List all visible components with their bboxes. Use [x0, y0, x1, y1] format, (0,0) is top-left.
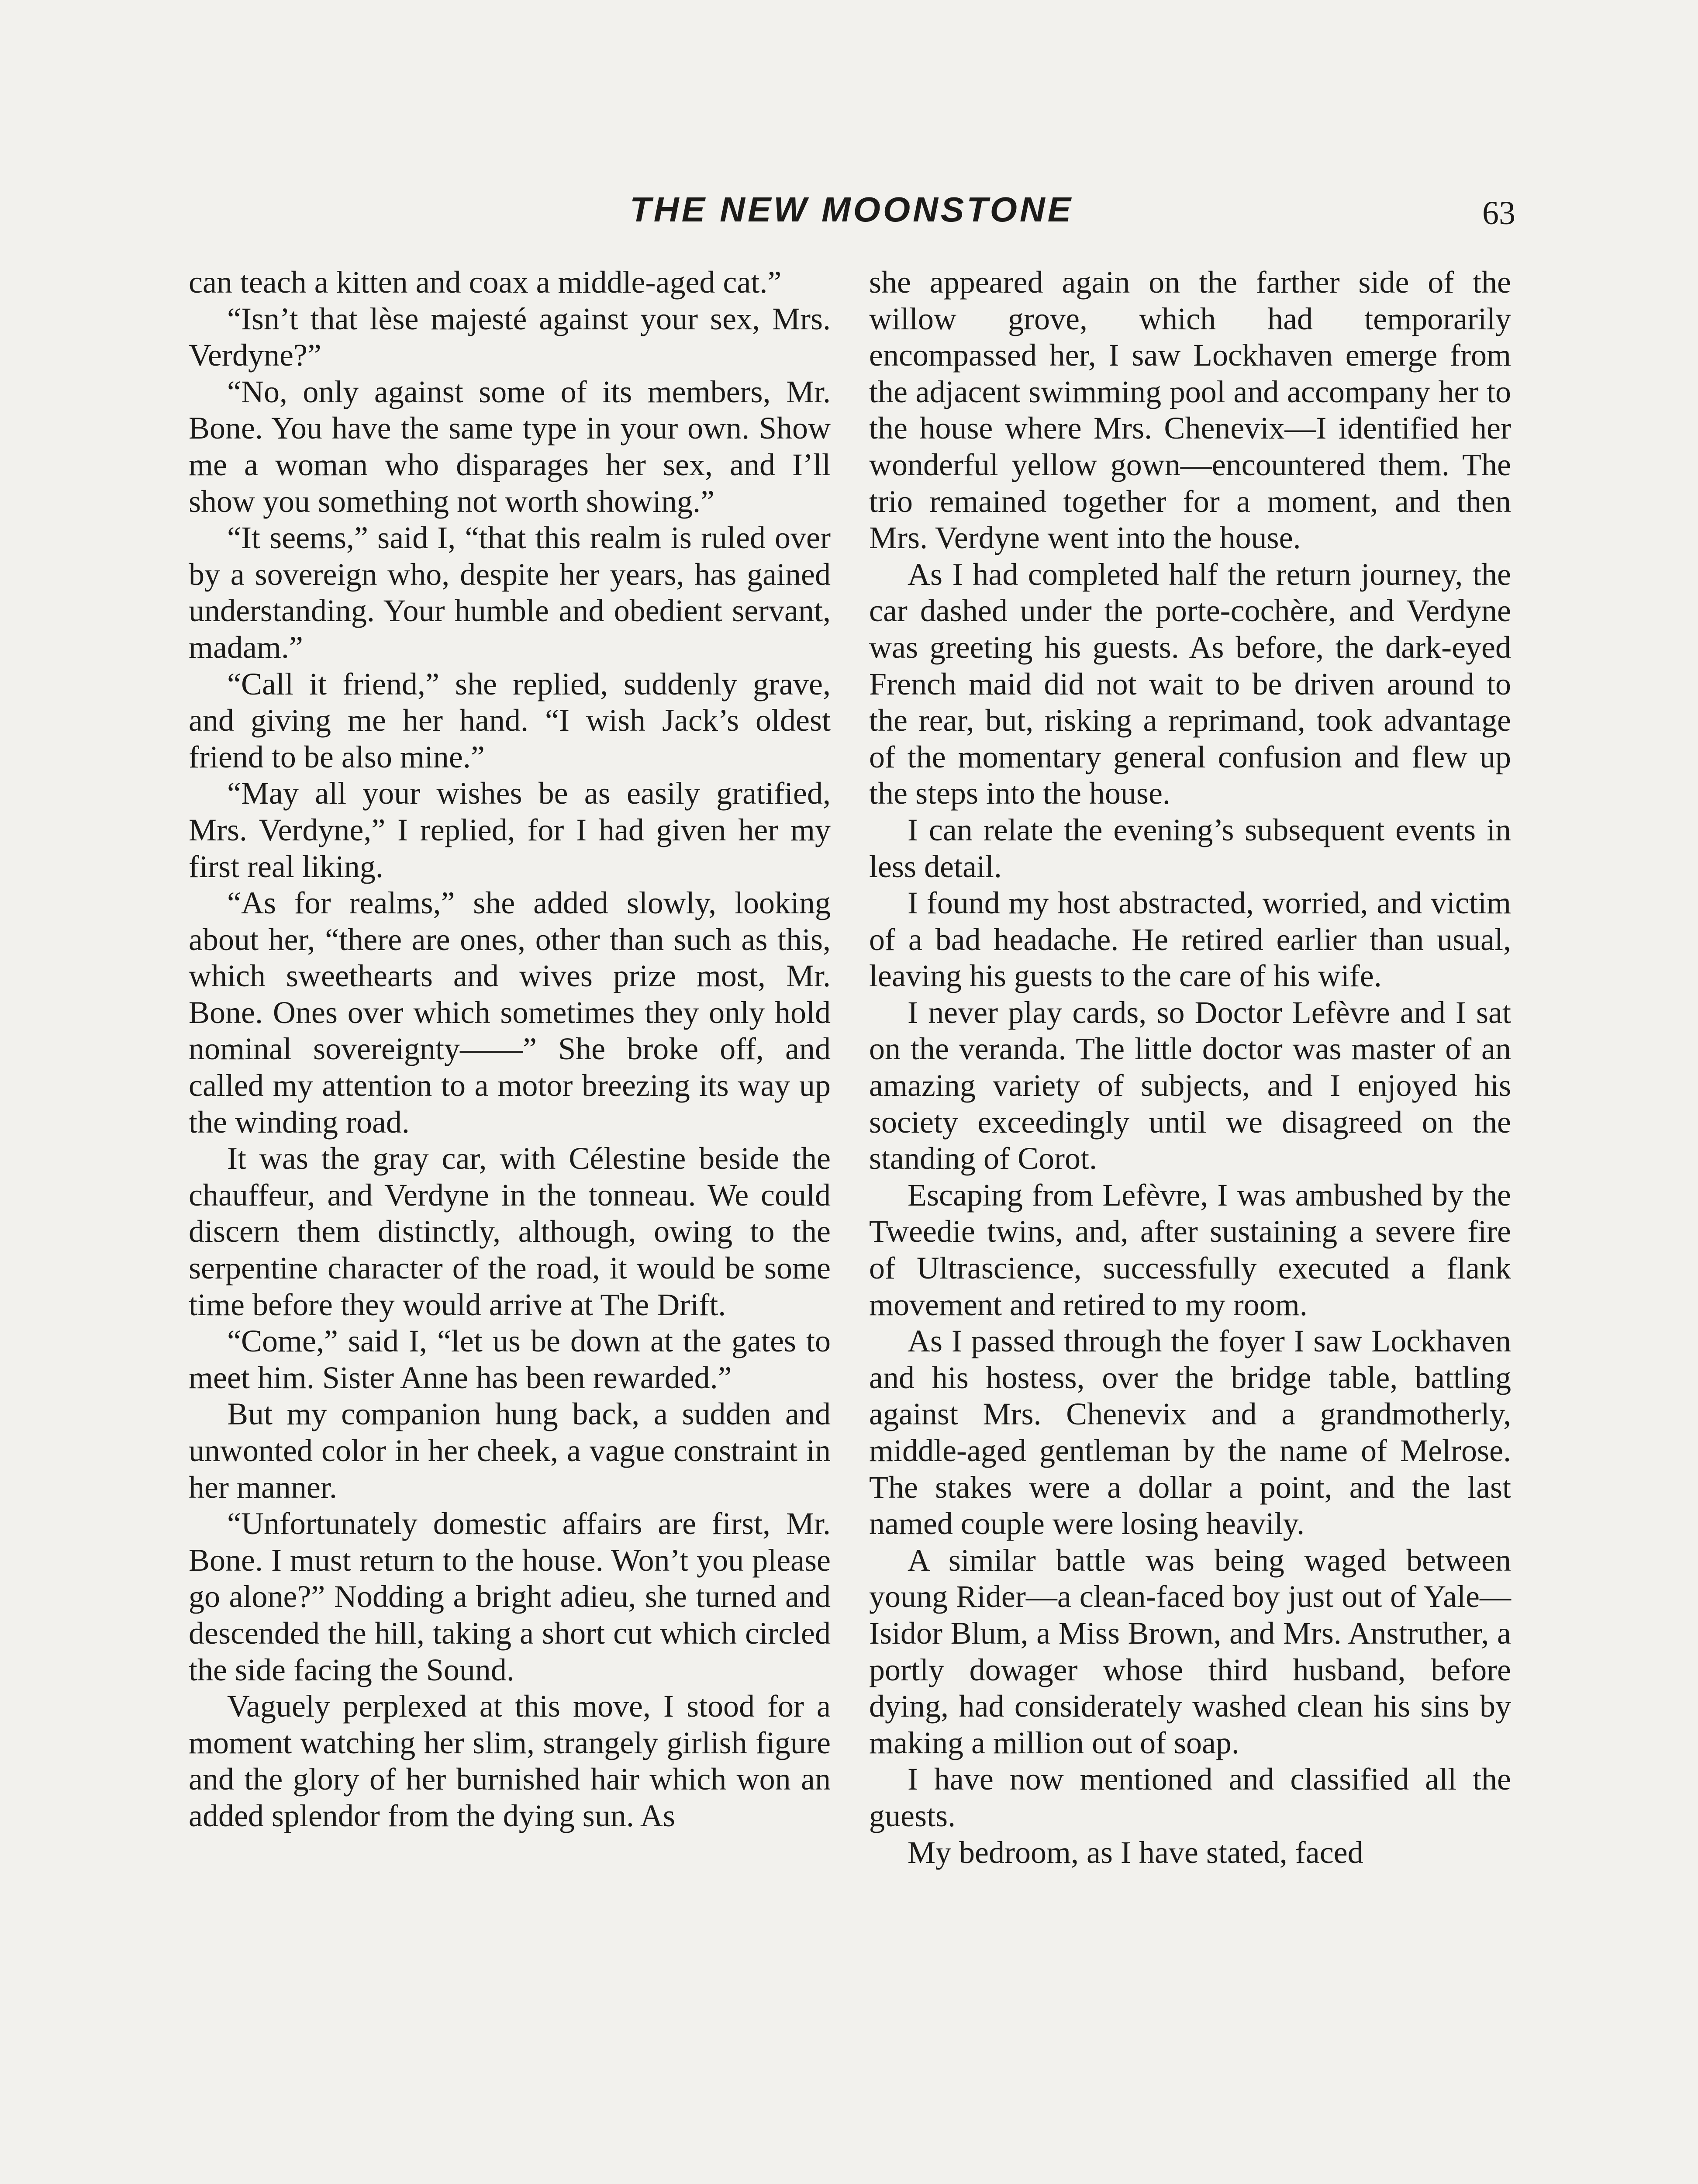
paragraph: As I passed through the foyer I saw Lockhaven and his hostess, over the bridge table, battling against Mrs. Chenevix and a grandmotherly, middle-aged gentleman by the name of Melrose. The stakes were a dollar a point, and the last named couple were losing heavily. — [869, 1324, 1511, 1541]
paragraph: As I had completed half the return journey, the car dashed under the porte-cochère, and Verdyne was greeting his guests. As before, the dark-eyed French maid did not wait to be driven around to the rear, but, risking a reprimand, took advantage of the momentary general confusion and flew up the steps into the house. — [869, 556, 1511, 811]
paragraph: It was the gray car, with Célestine beside the chauffeur, and Verdyne in the tonneau. We could discern them distinctly, although, owing to the serpentine character of the road, it would be some time before they would arrive at The Drift. — [189, 1141, 831, 1322]
paragraph: “Isn’t that lèse majesté against your sex, Mrs. Verdyne?” — [189, 301, 831, 373]
paragraph: “Come,” said I, “let us be down at the gates to meet him. Sister Anne has been rewarded.” — [189, 1324, 831, 1395]
paragraph: she appeared again on the farther side of the willow grove, which had temporarily encompassed her, I saw Lockhaven emerge from the adjacent swimming pool and accompany her to the house where Mrs. Chenevix—I identified her wonderful yellow gown—encountered them. The trio remained together for a moment, and then Mrs. Verdyne went into the house. — [869, 265, 1511, 556]
right-column — [869, 264, 1511, 1871]
paragraph: “Call it friend,” she replied, suddenly grave, and giving me her hand. “I wish Jack’s oldest friend to be also mine.” — [189, 666, 831, 774]
paragraph: I can relate the evening’s subsequent events in less detail. — [869, 812, 1511, 884]
paragraph: I have now mentioned and classified all the guests. — [869, 1762, 1511, 1833]
paragraph: “As for realms,” she added slowly, looking about her, “there are ones, other than such as this, which sweethearts and wives prize most, Mr. Bone. Ones over which sometimes they only hold nominal sovereignty——” She broke off, and called my attention to a motor breezing its way up the winding road. — [189, 885, 831, 1140]
paragraph: “It seems,” said I, “that this realm is ruled over by a sovereign who, despite her years, has gained understanding. Your humble and obedient servant, madam.” — [189, 520, 831, 665]
paragraph: “Unfortunately domestic affairs are first, Mr. Bone. I must return to the house. Won’t you please go alone?” Nodding a bright adieu, she turned and descended the hill, taking a short cut which circled the side facing the Sound. — [189, 1506, 831, 1687]
paragraph: Vaguely perplexed at this move, I stood for a moment watching her slim, strangely girlish figure and the glory of her burnished hair which won an added splendor from the dying sun. As — [189, 1689, 831, 1833]
running-title: THE NEW MOONSTONE — [629, 190, 1074, 229]
left-column — [189, 264, 831, 1835]
paragraph: My bedroom, as I have stated, faced — [908, 1835, 1363, 1870]
paragraph: A similar battle was being waged between young Rider—a clean-faced boy just out of Yale—Isidor Blum, a Miss Brown, and Mrs. Anstruther, a portly dowager whose third husband, before dying, had considerately washed clean his sins by making a million out of soap. — [869, 1542, 1511, 1760]
paragraph: I never play cards, so Doctor Lefèvre and I sat on the veranda. The little doctor was master of an amazing variety of subjects, and I enjoyed his society exceedingly until we disagreed on the standing of Corot. — [869, 995, 1511, 1176]
paragraph: “May all your wishes be as easily gratified, Mrs. Verdyne,” I replied, for I had given her my first real liking. — [189, 776, 831, 884]
paragraph: “No, only against some of its members, Mr. Bone. You have the same type in your own. Show me a woman who disparages her sex, and I’ll show you something not worth showing.” — [189, 374, 831, 519]
paragraph: can teach a kitten and coax a middle-aged cat.” — [189, 265, 782, 300]
paragraph: I found my host abstracted, worried, and victim of a bad headache. He retired earlier than usual, leaving his guests to the care of his wife. — [869, 885, 1511, 994]
running-head — [0, 186, 1698, 238]
page-number: 63 — [1482, 195, 1515, 232]
paragraph: Escaping from Lefèvre, I was ambushed by the Tweedie twins, and, after sustaining a severe fire of Ultrascience, successfully executed a flank movement and retired to my room. — [869, 1177, 1511, 1322]
paragraph: But my companion hung back, a sudden and unwonted color in her cheek, a vague constraint in her manner. — [189, 1396, 831, 1505]
